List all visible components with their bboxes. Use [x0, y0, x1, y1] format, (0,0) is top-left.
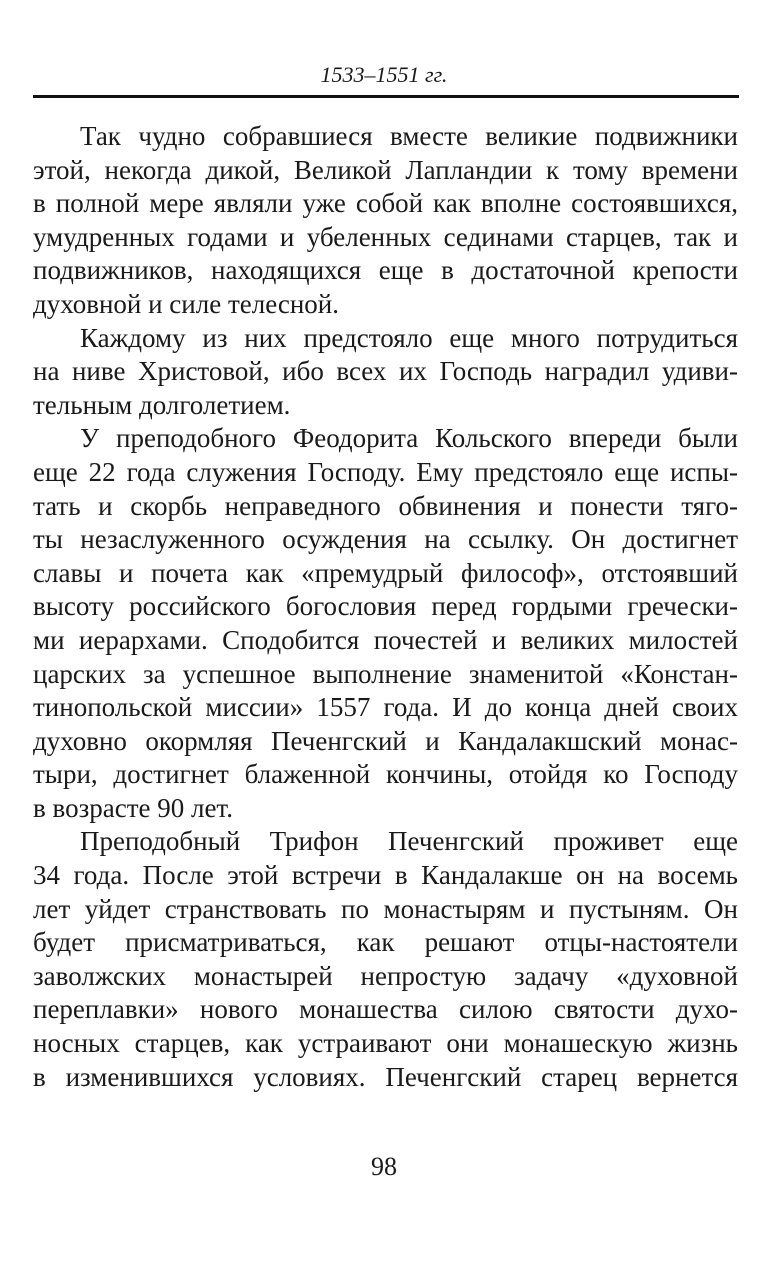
paragraph-line: умудренных годами и убеленных сединами старцев, так и	[33, 221, 738, 252]
paragraph-line: Преподобный Трифон Печенгский проживет еще	[80, 826, 738, 857]
header-rule	[33, 95, 739, 98]
paragraph-line: высоту российского богословия перед гордыми гречески-	[33, 591, 738, 622]
paragraph-line: тыри, достигнет блаженной кончины, отойдя ко Господу	[33, 759, 738, 790]
running-title: 1533–1551 гг.	[320, 62, 448, 87]
paragraph-line: носных старцев, как устраивают они монашескую жизнь	[33, 1028, 738, 1059]
paragraph-line: в полной мере являли уже собой как вполне состоявшихся,	[33, 188, 738, 219]
paragraph-line: подвижников, находящихся еще в достаточной крепости	[33, 255, 738, 286]
paragraph-line: тать и скорбь неправедного обвинения и понести тяго-	[33, 490, 738, 521]
paragraph-line: этой, некогда дикой, Великой Лапландии к тому времени	[33, 154, 738, 185]
paragraph-line: духовно окормляя Печенгский и Кандалакшский монас-	[33, 725, 738, 756]
paragraph-line: в изменившихся условиях. Печенгский старец вернется	[33, 1061, 738, 1092]
paragraph-line: тинопольской миссии» 1557 года. И до конца дней своих	[33, 692, 738, 723]
paragraph-line: еще 22 года служения Господу. Ему предстояло еще испы-	[33, 456, 738, 487]
paragraph-line: Каждому из них предстояло еще много потрудиться	[80, 322, 738, 353]
paragraph-line: славы и почета как «премудрый философ», отстоявший	[33, 557, 738, 588]
paragraph-line: царских за успешное выполнение знаменитой «Констан-	[33, 658, 738, 689]
paragraph-line: на ниве Христовой, ибо всех их Господь наградил удиви-	[33, 356, 738, 387]
paragraph-line: ты незаслуженного осуждения на ссылку. Он достигнет	[33, 524, 738, 555]
paragraph-line: лет уйдет странствовать по монастырям и пустыням. Он	[33, 893, 738, 924]
paragraph-line: будет присматриваться, как решают отцы-настоятели	[33, 927, 738, 958]
paragraph-line: Так чудно собравшиеся вместе великие подвижники	[80, 121, 738, 151]
paragraph-line: духовной и силе телесной.	[33, 288, 339, 319]
page-number: 98	[371, 1152, 397, 1181]
paragraph-line: заволжских монастырей непростую задачу «духовной	[33, 960, 738, 991]
paragraph-line: 34 года. После этой встречи в Кандалакше он на восемь	[33, 860, 738, 891]
paragraph-line: в возрасте 90 лет.	[33, 792, 233, 823]
body-text	[33, 120, 738, 1094]
paragraph-line: ми иерархами. Сподобится почестей и великих милостей	[33, 624, 738, 655]
paragraph-line: переплавки» нового монашества силою святости духо-	[33, 994, 738, 1025]
paragraph-line: тельным долголетием.	[33, 389, 291, 420]
paragraph-line: У преподобного Феодорита Кольского впереди были	[80, 423, 738, 454]
